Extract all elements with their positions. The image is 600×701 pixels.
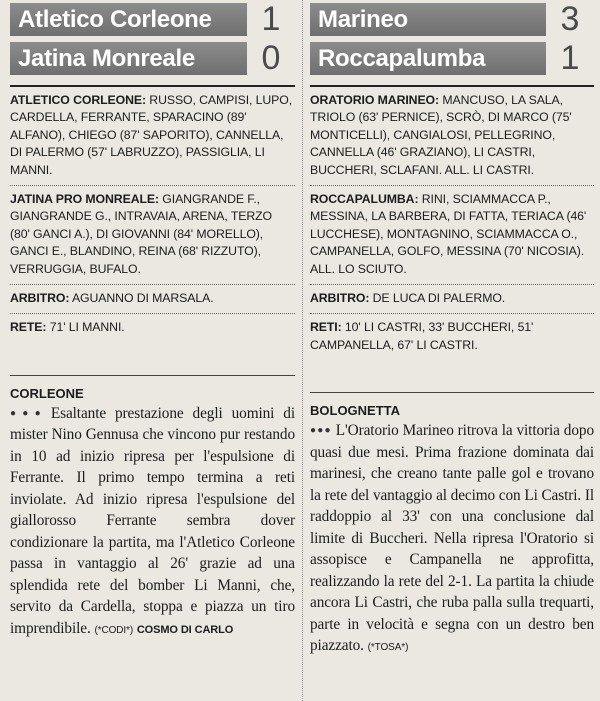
goals-label: RETI: bbox=[310, 320, 342, 335]
separator bbox=[310, 185, 594, 186]
separator bbox=[310, 392, 594, 393]
bullet-dots-icon: ●●● bbox=[10, 407, 47, 419]
dateline: CORLEONE bbox=[10, 385, 84, 401]
goals-list: 10' LI CASTRI, 33' BUCCHERI, 51' CAMPANELLA, 67' LI CASTRI. bbox=[310, 320, 534, 352]
lineup-home bbox=[310, 92, 594, 179]
match-report-corleone bbox=[10, 0, 295, 641]
separator bbox=[310, 85, 594, 87]
byline-tag: (*CODI*) bbox=[94, 624, 134, 636]
lineup-team-label: ROCCAPALUMBA: bbox=[310, 192, 419, 207]
team-name: Jatina Monreale bbox=[18, 44, 195, 72]
lineup-players: MANCUSO, LA SALA, TRIOLO (63' PERNICE), SCRÒ, DI MARCO (75' MONTICELLI), CANGIALOSI, PELLEGRINO, CANNELLA (46' GRAZIANO), LI CASTRI, BUCCHERI, SCLAFANI. ALL. LI CASTRI. bbox=[310, 93, 572, 177]
team-name: Marineo bbox=[318, 5, 408, 33]
goals bbox=[310, 319, 594, 354]
team-name: Roccapalumba bbox=[318, 44, 486, 72]
byline-tag: (*TOSA*) bbox=[367, 642, 409, 654]
separator bbox=[10, 313, 295, 314]
score-row-away bbox=[310, 39, 594, 77]
team-score: 1 bbox=[247, 3, 295, 36]
goals bbox=[10, 319, 295, 336]
separator bbox=[10, 85, 295, 87]
column-divider bbox=[302, 0, 303, 701]
article-text: L'Oratorio Marineo ritrova la vittoria dopo quasi due mesi. Prima frazione dominata dai marinesi, che creano tante palle gol e trovano la rete del vantaggio al decimo con Li Castri. Il raddoppio al 33' con una conclusione dal limite di Buccheri. Nella ripresa l'Oratorio si assopisce e Campanella ne approfitta, realizzando la rete del 2-1. La partita la chiude ancora Li Castri, che ruba palla sulla trequarti, parte in velocità e segna con un destro ben piazzato. bbox=[310, 422, 594, 655]
article-body bbox=[310, 420, 594, 659]
lineup-players: RINI, SCIAMMACCA P., MESSINA, LA BARBERA, DI FATTA, TERIACA (46' LUCCHESE), MONTAGNINO, SCIAMMACCA O., CAMPANELLA, GOLFO, MESSINA (70' NICOSIA). ALL. LO SCIUTO. bbox=[310, 192, 587, 276]
team-score: 1 bbox=[546, 42, 594, 75]
lineup-away bbox=[310, 191, 594, 278]
lineup-away bbox=[10, 191, 295, 278]
referee bbox=[310, 290, 594, 307]
referee-name: DE LUCA DI PALERMO. bbox=[369, 291, 506, 306]
lineup-players: GIANGRANDE F., GIANGRANDE G., INTRAVAIA, ARENA, TERZO (80' GANCI A.), DI GIOVANNI (84' MORELLO), GANCI E., BLANDINO, REINA (68' RIZZUTO), VERRUGGIA, BUFALO. bbox=[10, 192, 272, 276]
goals-list: 71' LI MANNI. bbox=[46, 320, 125, 335]
referee-name: AGUANNO DI MARSALA. bbox=[69, 291, 214, 306]
separator bbox=[310, 284, 594, 285]
team-score: 0 bbox=[247, 42, 295, 75]
goals-label: RETE: bbox=[10, 320, 47, 335]
referee-label: ARBITRO: bbox=[310, 291, 370, 306]
referee-label: ARBITRO: bbox=[10, 291, 70, 306]
score-row-home bbox=[310, 0, 594, 38]
team-score: 3 bbox=[546, 3, 594, 36]
score-row-away bbox=[10, 39, 295, 77]
byline-author: COSMO DI CARLO bbox=[136, 623, 234, 636]
separator bbox=[10, 185, 295, 186]
match-report-bolognetta bbox=[310, 0, 594, 659]
separator bbox=[10, 375, 295, 376]
lineup-team-label: ORATORIO MARINEO: bbox=[310, 93, 440, 107]
lineup-team-label: ATLETICO CORLEONE: bbox=[10, 93, 146, 107]
lineup-team-label: JATINA PRO MONREALE: bbox=[10, 192, 159, 207]
lineup-home bbox=[10, 92, 295, 179]
article-text: Esaltante prestazione degli uomini di mister Nino Gennusa che vincono pur restando in 10 ad inizio ripresa per l'espulsione di Ferrante. Il primo tempo termina a reti inviolate. Ad inizio ripresa l'espulsione del giallorosso Ferrante sembra dover condizionare la partita, ma l'Atletico Corleone passa in vantaggio al 26' grazie ad una splendida rete del bomber Li Manni, che, servito da Cardella, stoppa e piazza un tiro imprendibile. bbox=[10, 404, 296, 637]
lineup-players: RUSSO, CAMPISI, LUPO, CARDELLA, FERRANTE, SPARACINO (89' ALFANO), CHIEGO (87' SAPORITO), CANNELLA, DI PALERMO (57' LABRUZZO), PASSIGLIA, LI MANNI. bbox=[10, 93, 293, 177]
separator bbox=[310, 313, 594, 314]
score-row-home bbox=[10, 0, 295, 38]
team-name: Atletico Corleone bbox=[18, 5, 212, 33]
separator bbox=[10, 284, 295, 285]
bullet-dots-icon: ●●● bbox=[310, 425, 332, 437]
article-body bbox=[10, 403, 295, 642]
dateline: BOLOGNETTA bbox=[310, 403, 401, 419]
referee bbox=[10, 290, 295, 307]
